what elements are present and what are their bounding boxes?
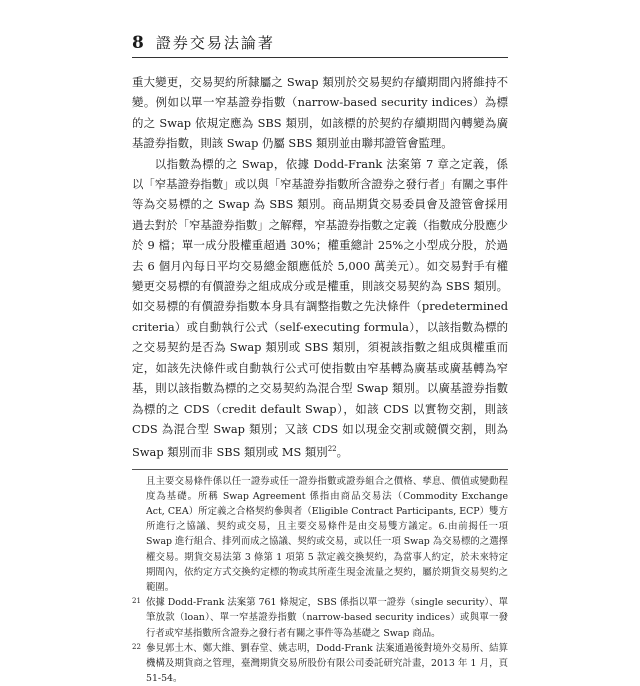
body-text bbox=[132, 72, 508, 463]
page-number: 8 bbox=[132, 33, 144, 53]
footnote-22 bbox=[132, 641, 508, 686]
paragraph-2-text: 以指數為標的之 Swap，依據 Dodd-Frank 法案第 7 章之定義，係以「窄基證券指數」或以與「窄基證券指數所含證券之發行者」有關之事件等為交易標的之 Swap 為 SBS 類別。商品期貨交易委員會及證管會採用過去對於「窄基證券指數」之解釋，窄基證券指數之定義（指數成分股應少於 9 檔；單一成分股權重超過 30%；權重總計 25%之小型成分股，於過去 6 個月內每日平均交易總金額應低於 5,000 萬美元）。如交易對手有權變更交易標的有價證券之組成成分或是權重，則該交易契約為 SBS 類別。如交易標的有價證券指數本身具有調整指數之先決條件（predetermined criteria）或自動執行公式（self-executing formula），以該指數為標的之交易契約是否為 Swap 類別或 SBS 類別，須視該指數之組成與權重而定，如該先決條件或自動執行公式可使指數由窄基轉為廣基或廣基轉為窄基，則以該指數為標的之交易契約為混合型 Swap 類別。以廣基證券指數為標的之 CDS（credit default Swap），如該 CDS 以實物交割，則該 CDS 為混合型 Swap 類別；又該 CDS 如以現金交割或競價交割，則為 Swap 類別而非 SBS 類別或 MS 類別 bbox=[132, 156, 508, 460]
footnote-21 bbox=[132, 595, 508, 641]
footnote-21-text: 依據 Dodd-Frank 法案第 761 條規定，SBS 係指以單一證券（single security）、單筆放款（loan）、單一窄基證券指數（narrow-based security indices）或與單一發行者或窄基指數所含證券之發行者有關之事件等為基礎之 Swap 商品。 bbox=[146, 597, 508, 639]
footnote-22-mark: 22 bbox=[132, 642, 141, 651]
book-title: 證券交易法論著 bbox=[155, 34, 275, 52]
footnote-ref-22[interactable]: 22 bbox=[327, 445, 337, 454]
footnote-divider bbox=[132, 469, 508, 470]
paragraph-2-end: 。 bbox=[336, 445, 349, 460]
footnote-continuation: 且主要交易條件係以任一證券或任一證券指數或證券組合之價格、孳息、價值或變動程度為基礎。所稱 Swap Agreement 係指由商品交易法（Commodity Exchange Act, CEA）所定義之合格契約參與者（Eligible Contract Participants, ECP）雙方所進行之協議、契約或交易，且主要交易條件是由交易雙方議定。6.由前揭任一項 Swap 進行組合、排列而成之協議、契約或交易，或以任一項 Swap 為交易標的之選擇權交易。期貨交易法第 3 條第 1 項第 5 款定義交換契約，為當事人約定，於未來特定期間內，依約定方式交換約定標的物或其所產生現金流量之契約，屬於期貨交易契約之範圍。 bbox=[146, 475, 508, 593]
footnotes-section bbox=[132, 474, 508, 686]
footnote-22-text: 參見郭土木、鄭大維、劉春堂、姚志明，Dodd-Frank 法案通過後對境外交易所、結算機構及期貨商之管理，臺灣期貨交易所股份有限公司委託研究計畫，2013 年 1 月，頁 51-54。 bbox=[146, 642, 508, 685]
footnote-21-mark: 21 bbox=[132, 597, 141, 606]
paragraph-1: 重大變更，交易契約所隸屬之 Swap 類別於交易契約存續期間內將維持不變。例如以單一窄基證券指數（narrow-based security indices）為標的之 Swap 依規定應為 SBS 類別，如該標的於契約存續期間內轉變為廣基證券指數，則該 Swap 仍屬 SBS 類別並由聯邦證管會監理。 bbox=[132, 75, 508, 151]
page-header bbox=[132, 32, 508, 58]
paragraph-2 bbox=[132, 154, 508, 463]
